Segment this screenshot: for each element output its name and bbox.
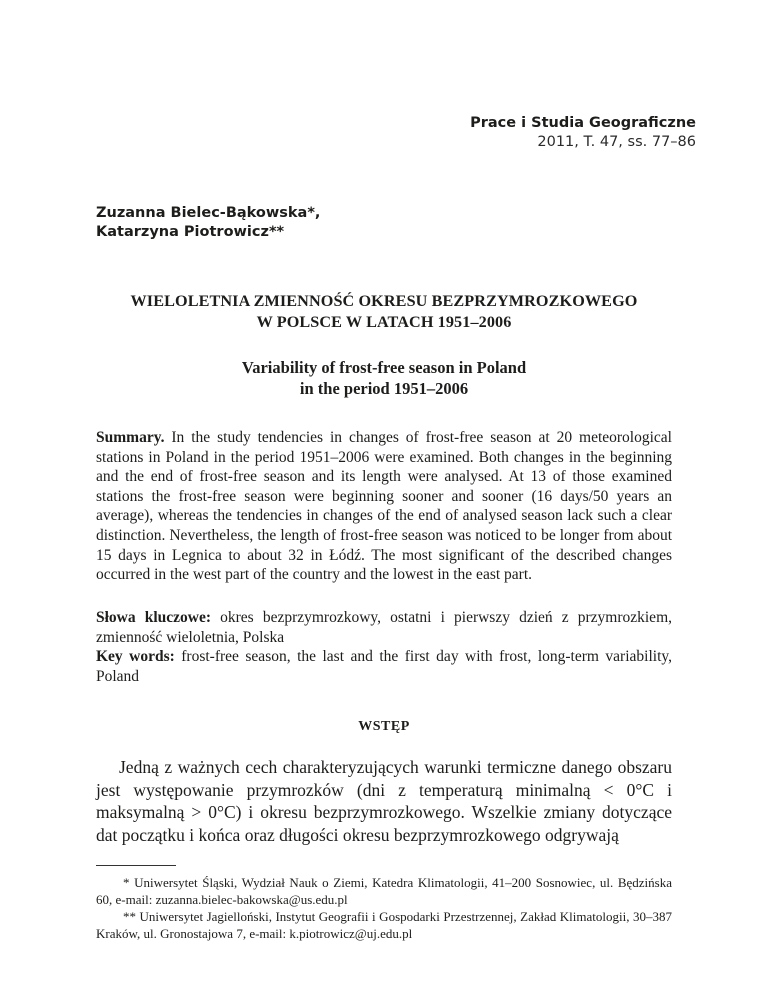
footnote-1: * Uniwersytet Śląski, Wydział Nauk o Ziemi, Katedra Klimatologii, 41–200 Sosnowiec, ul. Będzińska 60, e-mail: zuzanna.bielec-bakowska@us.edu.pl (96, 875, 672, 907)
author-1: Zuzanna Bielec-Bąkowska*, (96, 205, 321, 221)
title-english-line-1: Variability of frost-free season in Poland (241, 358, 527, 377)
title-polish (96, 291, 672, 333)
title-polish-line-1: WIELOLETNIA ZMIENNOŚĆ OKRESU BEZPRZYMROZKOWEGO (130, 292, 638, 310)
footnotes (96, 874, 672, 942)
summary-label: Summary. (96, 429, 165, 446)
summary-text: In the study tendencies in changes of frost-free season at 20 meteorological stations in Poland in the period 1951–2006 were examined. Both changes in the beginning and the end of frost-free season and its length were analysed. At 13 of those examined stations the frost-free season were beginning sooner and sooner (16 days/50 years an average), whereas the tendencies in changes of the end of analysed season lack such a clear distinction. Nevertheless, the length of frost-free season was noticed to be longer from about 15 days in Legnica to about 32 in Łódź. The most significant of the described changes occurred in the west part of the country and the lowest in the east part. (96, 429, 672, 584)
intro-paragraph: Jedną z ważnych cech charakteryzujących warunki termiczne danego obszaru jest występowanie przymrozków (dni z temperaturą minimalną < 0°C i maksymalną > 0°C) i okresu bezprzymrozkowego. Wszelkie zmiany dotyczące dat początku i końca oraz długości okresu bezprzymrozkowego odgrywają (96, 757, 672, 845)
footnote-2: ** Uniwersytet Jagielloński, Instytut Geografii i Gospodarki Przestrzennej, Zakład Klimatologii, 30–387 Kraków, ul. Gronostajowa 7, e-mail: k.piotrowicz@uj.edu.pl (96, 909, 672, 941)
keywords-polish-label: Słowa kluczowe: (96, 609, 212, 626)
journal-name: Prace i Studia Geograficzne (470, 115, 696, 131)
author-list (96, 204, 320, 242)
keywords-block (96, 608, 672, 686)
keywords-polish (96, 608, 672, 647)
summary-paragraph (96, 428, 672, 585)
keywords-english-text: frost-free season, the last and the first day with frost, long-term variability, Poland (96, 648, 672, 685)
section-heading: WSTĘP (358, 719, 410, 734)
journal-volume-pages: 2011, T. 47, ss. 77–86 (537, 134, 696, 150)
title-english (96, 357, 672, 399)
author-2: Katarzyna Piotrowicz** (96, 224, 285, 240)
footnote-divider (96, 865, 176, 866)
journal-header (470, 114, 696, 151)
keywords-english-label: Key words: (96, 648, 175, 666)
keywords-english (96, 647, 672, 686)
title-english-line-2: in the period 1951–2006 (299, 379, 469, 398)
title-polish-line-2: W POLSCE W LATACH 1951–2006 (256, 313, 512, 331)
keywords-polish-text: okres bezprzymrozkowy, ostatni i pierwszy dzień z przymrozkiem, zmienność wieloletnia, Polska (96, 609, 672, 646)
